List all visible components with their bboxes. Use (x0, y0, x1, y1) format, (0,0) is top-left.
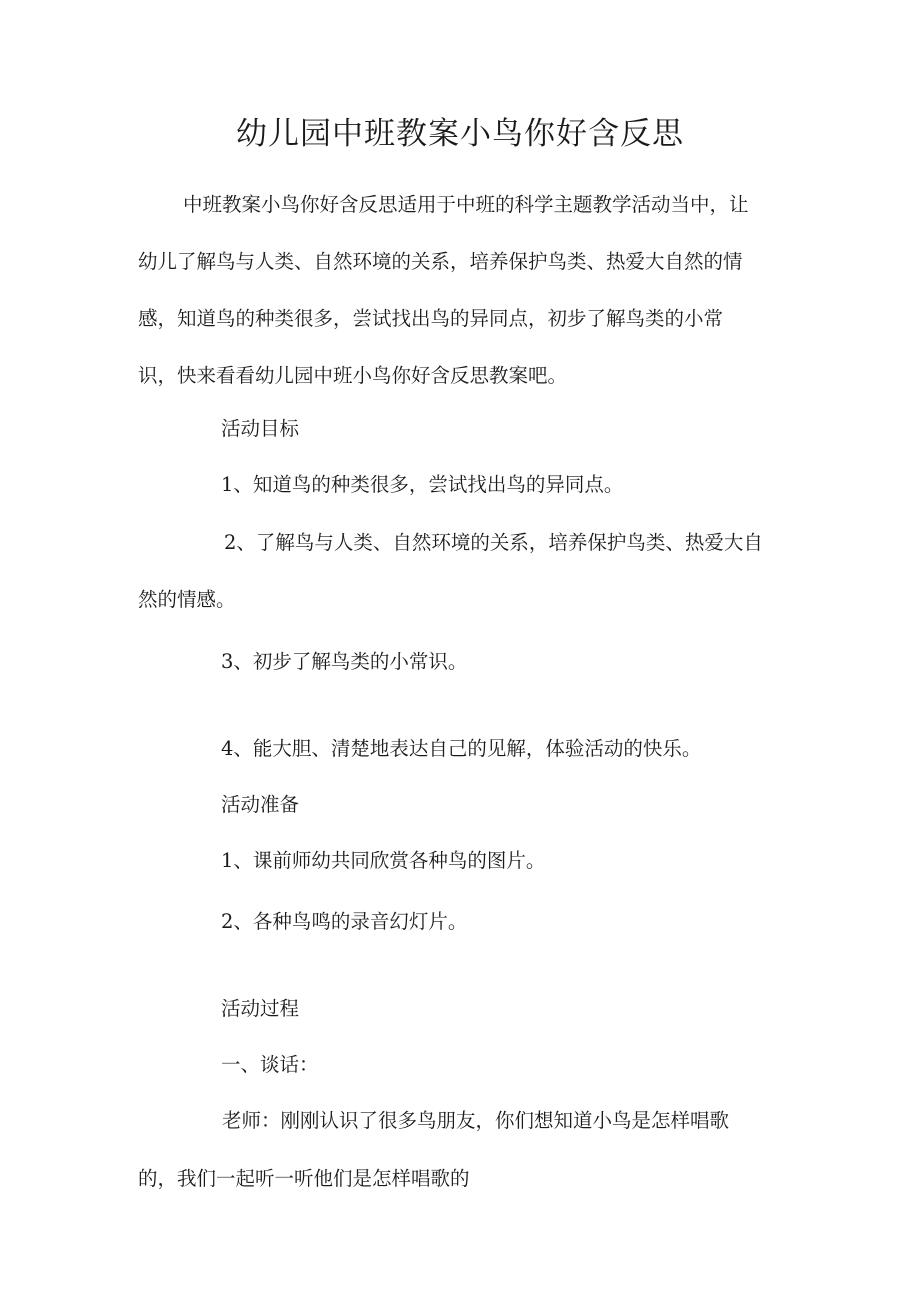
goals-heading: 活动目标 (221, 417, 300, 440)
intro-paragraph (138, 176, 778, 404)
goal-item-3: 3、初步了解鸟类的小常识。 (221, 650, 468, 673)
intro-line: 幼儿了解鸟与人类、自然环境的关系，培养保护鸟类、热爱大自然的情 (138, 250, 743, 273)
teacher-paragraph (138, 1106, 778, 1194)
intro-line: 识，快来看看幼儿园中班小鸟你好含反思教案吧。 (138, 364, 568, 387)
process-heading: 活动过程 (221, 997, 300, 1020)
goal-item-1: 1、知道鸟的种类很多，尝试找出鸟的异同点。 (221, 473, 624, 496)
step-1-heading: 一、谈话： (221, 1053, 319, 1076)
document-title: 幼儿园中班教案小鸟你好含反思 (236, 116, 684, 152)
goal-item-4: 4、能大胆、清楚地表达自己的见解，体验活动的快乐。 (221, 737, 702, 760)
goal-item-2-line2: 然的情感。 (138, 588, 236, 611)
teacher-line1: 老师：刚刚认识了很多鸟朋友，你们想知道小鸟是怎样唱歌 (222, 1109, 730, 1132)
prep-item-1: 1、课前师幼共同欣赏各种鸟的图片。 (221, 849, 546, 872)
intro-line: 感，知道鸟的种类很多，尝试找出鸟的异同点，初步了解鸟类的小常 (138, 307, 724, 330)
goal-item-2 (138, 528, 798, 615)
teacher-line2: 的，我们一起听一听他们是怎样唱歌的 (138, 1167, 470, 1190)
intro-line: 中班教案小鸟你好含反思适用于中班的科学主题教学活动当中，让 (183, 193, 749, 216)
goal-item-2-line1: 2、了解鸟与人类、自然环境的关系，培养保护鸟类、热爱大自 (224, 531, 763, 554)
prep-heading: 活动准备 (221, 793, 300, 816)
prep-item-2: 2、各种鸟鸣的录音幻灯片。 (221, 910, 468, 933)
